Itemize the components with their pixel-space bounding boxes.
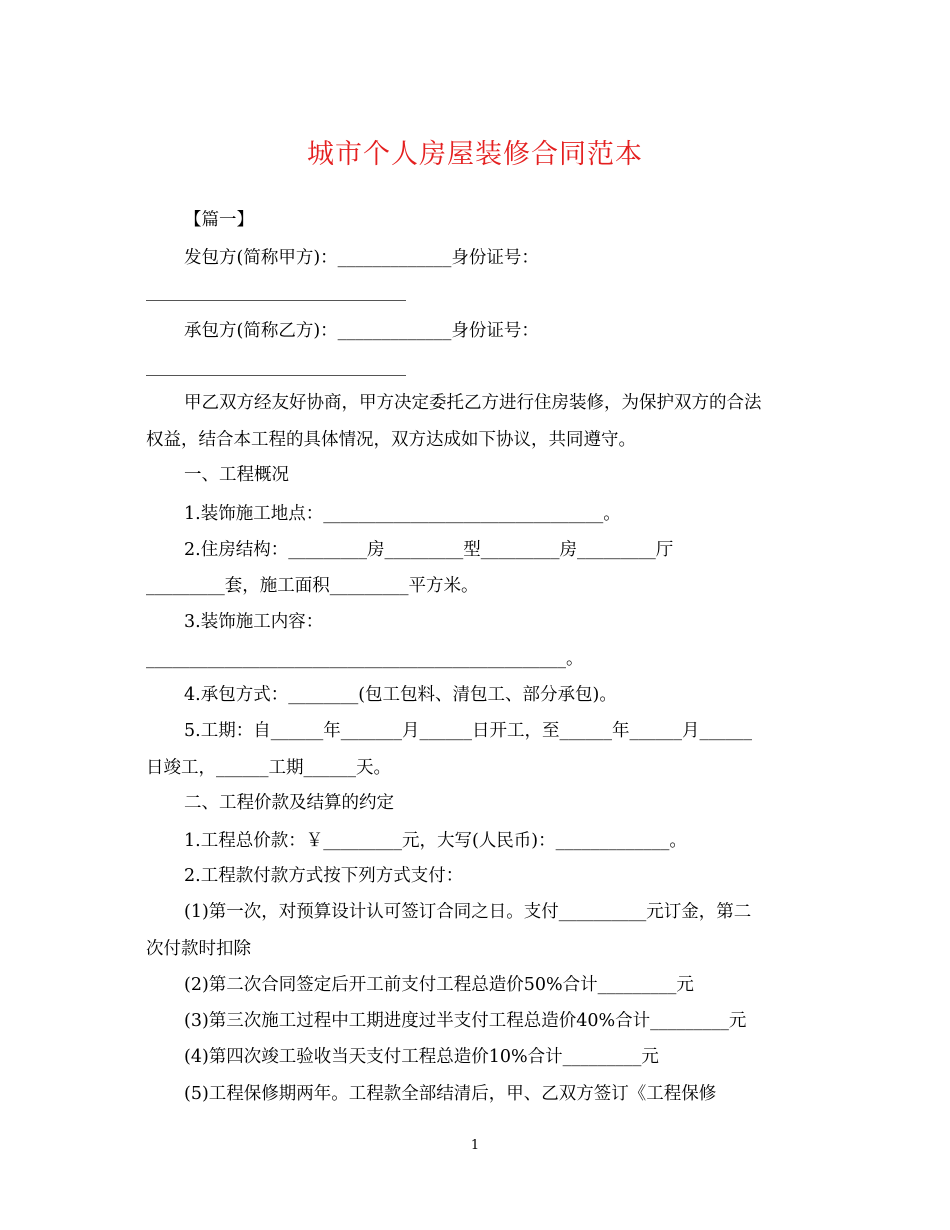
clause-line: (1)第一次，对预算设计认可签订合同之日。支付__________元订金，第二 (184, 902, 752, 922)
party-b-line: 承包方(简称乙方)：_____________身份证号： (184, 321, 539, 341)
clause-line: 2.工程款付款方式按下列方式支付： (184, 866, 464, 886)
paragraph-line: 甲乙双方经友好协商，甲方决定委托乙方进行住房装修，为保护双方的合法 (184, 393, 762, 413)
party-a-line: 发包方(简称甲方)：_____________身份证号： (184, 248, 539, 268)
page-number: 1 (470, 1138, 480, 1153)
clause-line: 3.装饰施工内容： (184, 612, 324, 632)
clause-line: 2.住房结构：_________房_________型_________房_________厅 (184, 540, 674, 560)
clause-line: ________________________________________________。 (146, 649, 584, 669)
clause-line: 次付款时扣除 (146, 939, 251, 959)
clause-line: (3)第三次施工过程中工期进度过半支付工程总造价40%合计_________元 (184, 1011, 747, 1031)
paragraph-line: 权益，结合本工程的具体情况，双方达成如下协议，共同遵守。 (146, 430, 636, 450)
clause-line: 4.承包方式：________(包工包料、清包工、部分承包)。 (184, 685, 617, 705)
clause-line: (2)第二次合同签定后开工前支付工程总造价50%合计_________元 (184, 975, 694, 995)
clause-line: 1.装饰施工地点：________________________________。 (184, 504, 621, 524)
clause-line: 日竣工，______工期______天。 (146, 758, 391, 778)
clause-heading: 二、工程价款及结算的约定 (184, 793, 394, 813)
clause-line: 5.工期：自______年_______月______日开工，至______年______月______ (184, 721, 752, 741)
clause-line: (4)第四次竣工验收当天支付工程总造价10%合计_________元 (184, 1047, 659, 1067)
section-heading: 【篇一】 (184, 210, 254, 230)
clause-line: _________套，施工面积_________平方米。 (146, 576, 479, 596)
party-a-id-blank (146, 300, 406, 301)
clause-heading: 一、工程概况 (184, 465, 289, 485)
party-b-id-blank (146, 375, 406, 376)
clause-line: 1.工程总价款：￥_________元，大写(人民币)：_____________。 (184, 831, 687, 851)
clause-line: (5)工程保修期两年。工程款全部结清后，甲、乙双方签订《工程保修 (184, 1084, 717, 1104)
document-title: 城市个人房屋装修合同范本 (307, 139, 643, 170)
